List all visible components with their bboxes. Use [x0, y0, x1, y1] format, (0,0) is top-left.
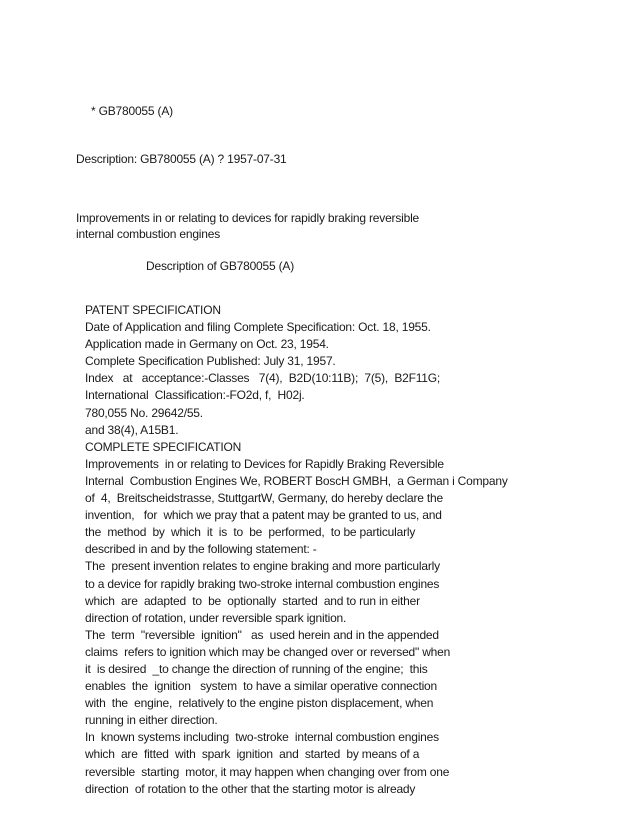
complete-spec-heading: COMPLETE SPECIFICATION [85, 439, 242, 454]
specification-body [85, 302, 625, 798]
body-line: and 38(4), A15B1. [85, 422, 179, 437]
body-line: which are fitted with spark ignition and started by means of a [85, 747, 420, 762]
body-line: Application made in Germany on Oct. 23, 1954. [85, 337, 329, 352]
body-line: running in either direction. [85, 713, 218, 728]
body-line: Index at acceptance:-Classes 7(4), B2D(10:11B); 7(5), B2F11G; [85, 371, 441, 386]
body-line: Date of Application and filing Complete Specification: Oct. 18, 1955. [85, 320, 431, 335]
body-line: The present invention relates to engine braking and more particularly [85, 559, 440, 574]
body-line: of 4, Breitscheidstrasse, StuttgartW, Germany, do hereby declare the [85, 491, 443, 506]
body-line: claims refers to ignition which may be changed over or reversed" when [85, 644, 451, 659]
body-line: Improvements in or relating to Devices for Rapidly Braking Reversible [85, 456, 444, 471]
body-line: described in and by the following statement: - [85, 542, 317, 557]
document-title-line-2: internal combustion engines [76, 227, 221, 241]
body-line: reversible starting motor, it may happen when changing over from one [85, 764, 450, 779]
body-line: The term "reversible ignition" as used herein and in the appended [85, 627, 439, 642]
description-of-label: Description of GB780055 (A) [146, 259, 295, 273]
document-title-line-1: Improvements in or relating to devices for rapidly braking reversible [76, 211, 420, 225]
body-line: with the engine, relatively to the engine piston displacement, when [85, 696, 434, 711]
spec-heading: PATENT SPECIFICATION [85, 303, 221, 317]
body-line: 780,055 No. 29642/55. [85, 405, 203, 420]
body-line: the method by which it is to be performed, to be particularly [85, 525, 416, 540]
body-line: International Classification:-FO2d, f, H02j. [85, 388, 305, 403]
body-line: invention, for which we pray that a patent may be granted to us, and [85, 508, 442, 523]
body-line: which are adapted to be optionally started and to run in either [85, 593, 420, 608]
body-line: direction of rotation to the other that the starting motor is already [85, 781, 416, 796]
body-line: direction of rotation, under reversible spark ignition. [85, 610, 347, 625]
description-header: Description: GB780055 (A) ? 1957-07-31 [76, 152, 287, 166]
body-line: In known systems including two-stroke internal combustion engines [85, 730, 439, 745]
body-line: Internal Combustion Engines We, ROBERT BoscH GMBH, a German i Company [85, 473, 508, 488]
body-line: it is desired _to change the direction of running of the engine; this [85, 661, 428, 676]
body-line: enables the ignition system to have a similar operative connection [85, 679, 437, 694]
body-line: Complete Specification Published: July 31, 1957. [85, 354, 336, 369]
body-line: to a device for rapidly braking two-stroke internal combustion engines [85, 576, 440, 591]
document-id: * GB780055 (A) [91, 104, 173, 118]
